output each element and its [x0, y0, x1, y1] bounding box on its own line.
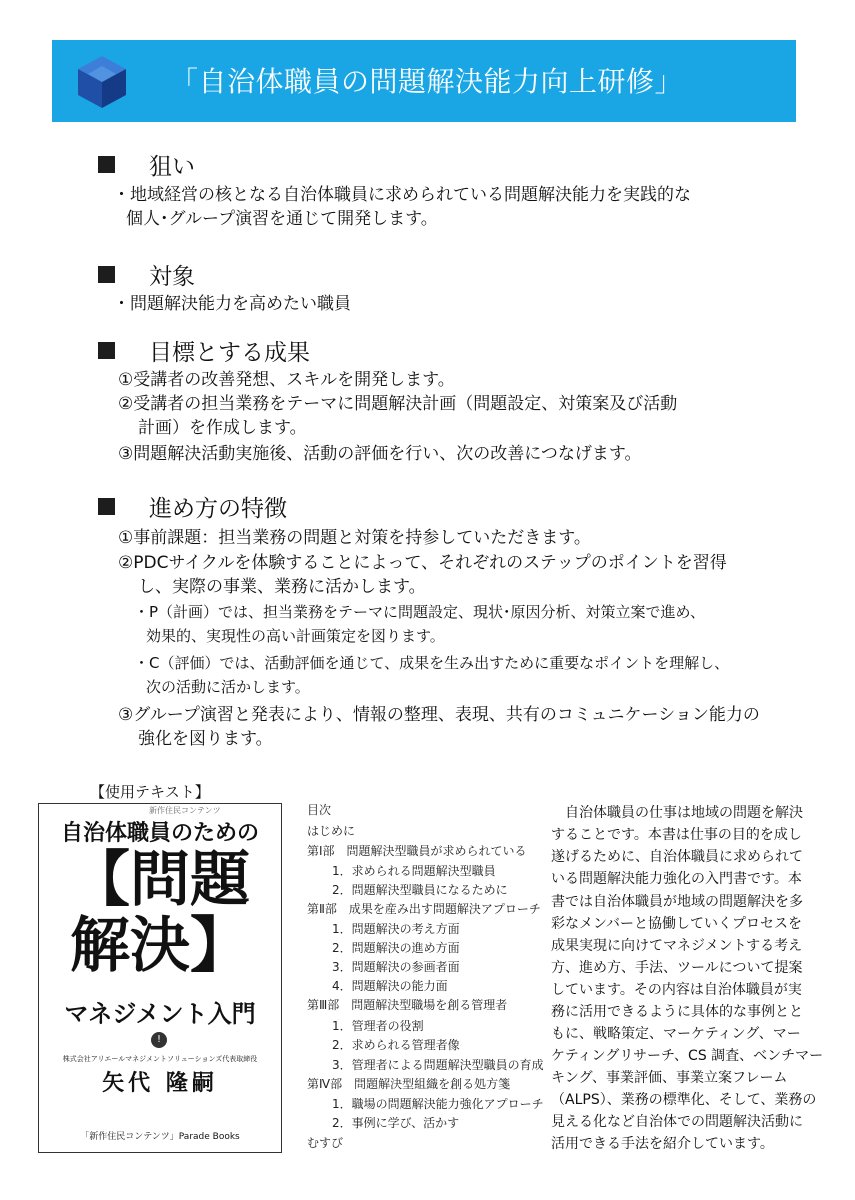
book-author: 矢代 隆嗣 [102, 1070, 218, 1096]
toc-item: 第Ⅳ部 問題解決型組織を創る処方箋 [307, 1077, 511, 1091]
book-subtitle: 自治体職員のための [60, 820, 259, 846]
method-sub-line: 効果的、実現性の高い計画策定を図ります。 [146, 627, 445, 645]
toc-item: はじめに [307, 824, 356, 838]
section-heading-method [98, 490, 287, 523]
square-bullet-icon [98, 156, 115, 173]
book-cover [38, 803, 282, 1153]
toc-item: 1．求められる問題解決型職員 [332, 864, 496, 878]
method-sub-line: ・C（評価）では、活動評価を通じて、成果を生み出すために重要なポイントを理解し、 [134, 654, 730, 672]
method-line: ①事前課題：担当業務の問題と対策を持参していただきます。 [118, 528, 591, 548]
book-company: 株式会社アリエールマネジメントソリューションズ代表取締役 [62, 1055, 258, 1063]
book-title-line1: 【問題 [70, 845, 250, 915]
toc-item: 4．問題解決の能力面 [332, 979, 448, 993]
description-line: することです。本書は仕事の目的を成し [551, 827, 802, 843]
section-heading-label: 対象 [149, 264, 195, 290]
toc-item: 3．管理者による問題解決型職員の育成 [332, 1058, 544, 1072]
toc-item: 第Ⅲ部 問題解決型職場を創る管理者 [307, 998, 508, 1012]
book-title-line3: マネジメント入門 [64, 999, 256, 1028]
description-line: 成果実現に向けてマネジメントする考え [551, 938, 803, 954]
description-line: 務に活用できるように具体的な事例とと [551, 1004, 803, 1020]
text-label: 【使用テキスト】 [90, 783, 210, 801]
square-bullet-icon [98, 342, 115, 359]
section-heading-goals [98, 334, 310, 367]
toc-item: 3．問題解決の参画者面 [332, 960, 460, 974]
toc-item: 第Ⅱ部 成果を産み出す問題解決アプローチ [307, 902, 541, 916]
book-publisher: 「新作住民コンテンツ」Parade Books [80, 1132, 240, 1142]
goal-line: 計画）を作成します。 [138, 418, 307, 438]
method-sub-line: ・P（計画）では、担当業務をテーマに問題設定、現状･原因分析、対策立案で進め、 [134, 603, 705, 621]
toc-item: 2．問題解決の進め方面 [332, 941, 460, 955]
description-line: いる問題解決能力強化の入門書です。本 [551, 871, 802, 887]
toc-item: 1．問題解決の考え方面 [332, 922, 460, 936]
method-line: し、実際の事業、業務に活かします。 [138, 577, 426, 597]
section-heading-label: 進め方の特徴 [149, 496, 287, 522]
book-logo-icon: ! [151, 1032, 167, 1048]
method-line: ③グループ演習と発表により、情報の整理、表現、共有のコミュニケーション能力の [118, 705, 760, 725]
page-title: 「自治体職員の問題解決能力向上研修」 [170, 65, 684, 98]
book-title-line2: 解決】 [70, 911, 250, 981]
toc-item: 2．問題解決型職員になるために [332, 883, 508, 897]
toc-item: 1．管理者の役割 [332, 1019, 424, 1033]
book-series: 新作住民コンテンツ [149, 806, 221, 815]
description-line: 書では自治体職員が地域の問題解決を多 [551, 894, 803, 910]
toc-item: 第Ⅰ部 問題解決型職員が求められている [307, 844, 527, 858]
description-line: （ALPS）、業務の標準化、そして、業務の [551, 1092, 817, 1108]
cube-logo-icon [76, 54, 128, 110]
goal-line: ③問題解決活動実施後、活動の評価を行い、次の改善につなげます。 [118, 444, 642, 464]
square-bullet-icon [98, 266, 115, 283]
goal-line: ②受講者の担当業務をテーマに問題解決計画（問題設定、対策案及び活動 [118, 394, 678, 414]
target-line: ・問題解決能力を高めたい職員 [113, 294, 351, 314]
description-line: 彩なメンバーと協働していくプロセスを [551, 916, 803, 932]
toc-item: 2．事例に学び、活かす [332, 1116, 460, 1130]
description-line: ケティングリサーチ、CS 調査、ベンチマー [551, 1048, 824, 1064]
description-line: 方、進め方、手法、ツールについて提案 [551, 960, 803, 976]
square-bullet-icon [98, 498, 115, 515]
method-sub-line: 次の活動に活かします。 [146, 678, 310, 696]
section-heading-target [98, 258, 195, 291]
description-line: 見える化など自治体での問題解決活動に [551, 1114, 803, 1130]
description-line: しています。その内容は自治体職員が実 [551, 982, 802, 998]
toc-item: むすび [307, 1136, 344, 1150]
description-line: キング、事業評価、事業立案フレーム [551, 1070, 788, 1086]
description-line: 活用できる手法を紹介しています。 [551, 1136, 774, 1152]
description-line: 遂げるために、自治体職員に求められて [551, 849, 803, 865]
section-heading-label: 狙い [149, 154, 195, 180]
toc-item: 2．求められる管理者像 [332, 1038, 460, 1052]
description-line: 自治体職員の仕事は地域の問題を解決 [551, 805, 803, 821]
method-line: 強化を図ります。 [138, 729, 273, 749]
description-line: もに、戦略策定、マーケティング、マー [551, 1026, 801, 1042]
aim-line: ・地域経営の核となる自治体職員に求められている問題解決能力を実践的な [113, 185, 691, 205]
method-line: ②PDCサイクルを体験することによって、それぞれのステップのポイントを習得 [118, 553, 727, 573]
section-heading-label: 目標とする成果 [149, 340, 310, 366]
goal-line: ①受講者の改善発想、スキルを開発します。 [118, 370, 455, 390]
section-heading-aim [98, 148, 195, 181]
aim-line: 個人･グループ演習を通じて開発します。 [126, 209, 438, 229]
toc-item: 1．職場の問題解決能力強化アプローチ [332, 1097, 544, 1111]
toc-item: 目次 [307, 803, 332, 817]
